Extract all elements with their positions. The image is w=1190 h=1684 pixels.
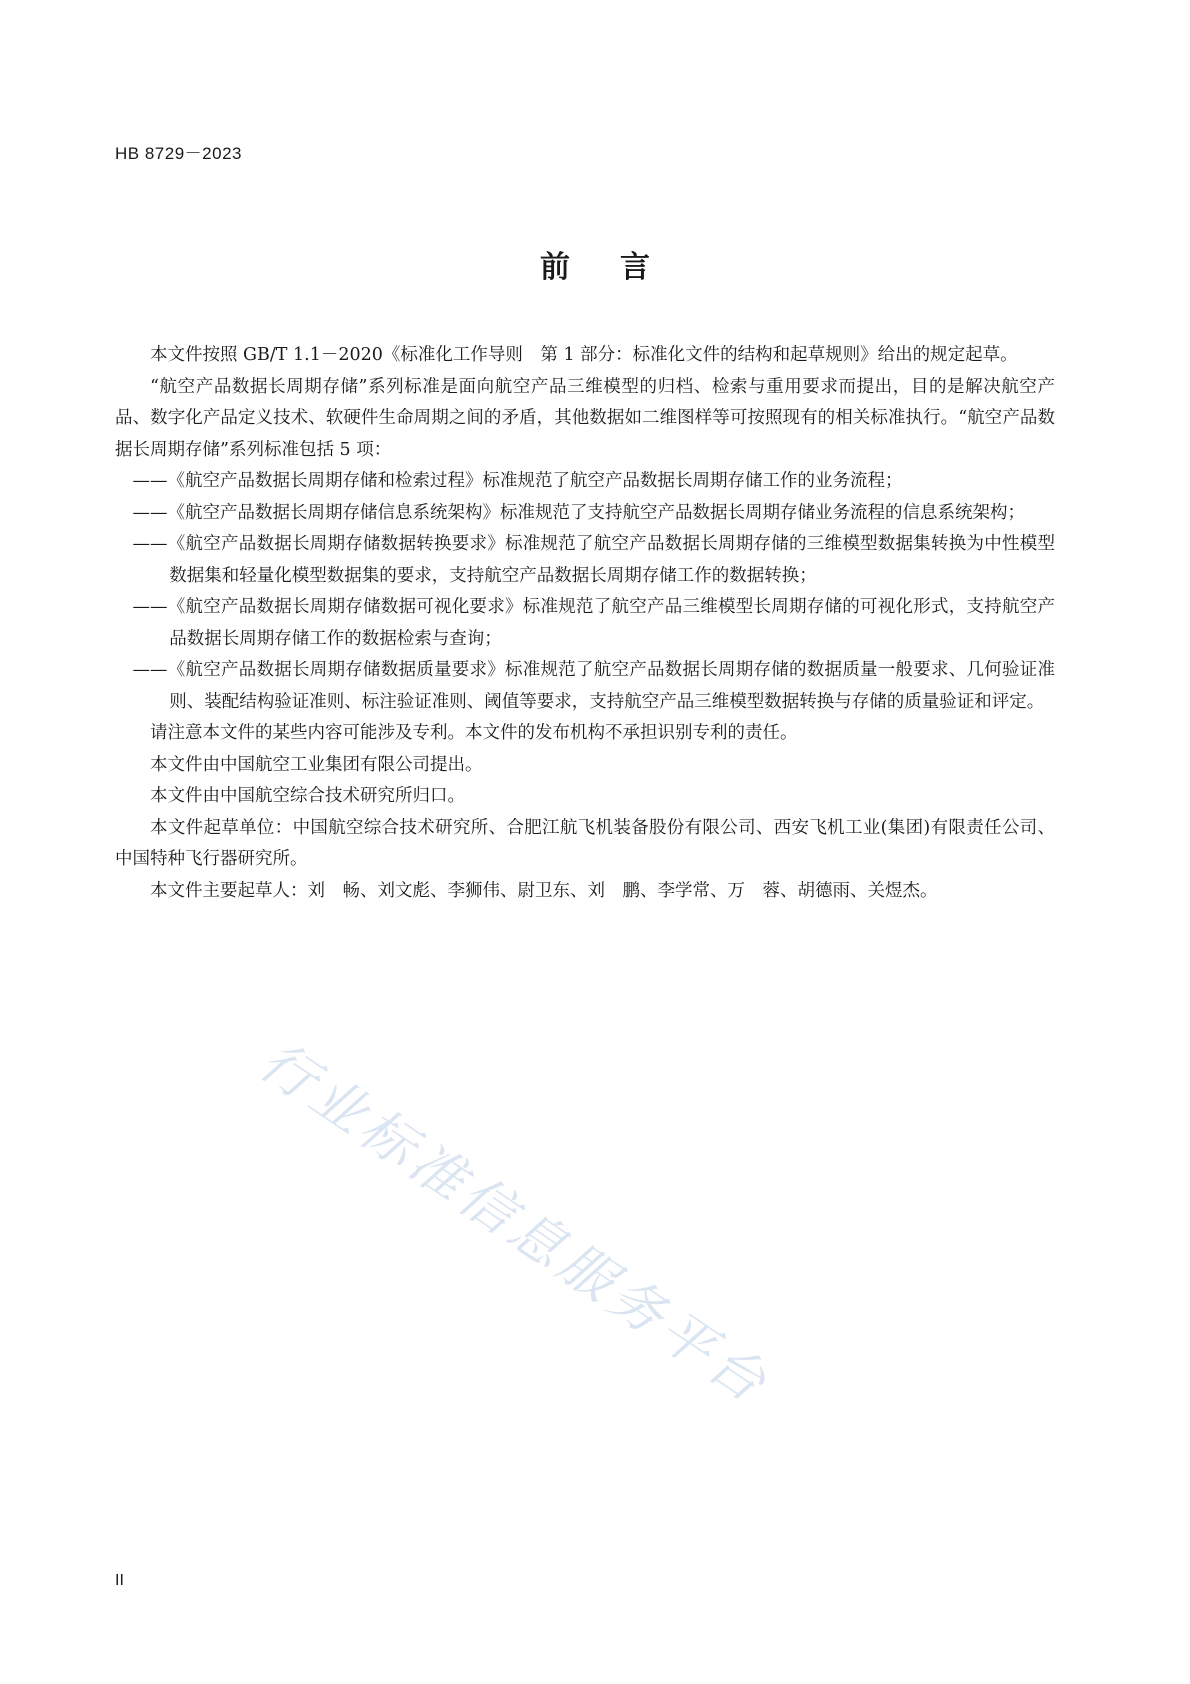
- watermark: 行业标准信息服务平台: [248, 1029, 782, 1417]
- list-item: ——《航空产品数据长周期存储数据转换要求》标准规范了航空产品数据长周期存储的三维模型数据集转换为中性模型数据集和轻量化模型数据集的要求，支持航空产品数据长周期存储工作的数据转换；: [132, 534, 1055, 586]
- paragraph-proposer: 本文件由中国航空工业集团有限公司提出。: [150, 754, 483, 775]
- page-number: II: [115, 1572, 124, 1589]
- paragraph-custodian: 本文件由中国航空综合技术研究所归口。: [150, 786, 465, 806]
- foreword-body: [115, 340, 1055, 907]
- list-item: ——《航空产品数据长周期存储信息系统架构》标准规范了支持航空产品数据长周期存储业务流程的信息系统架构；: [132, 502, 1025, 523]
- paragraph-drafting-rules: 本文件按照 GB/T 1.1－2020《标准化工作导则 第 1 部分：标准化文件的结构和起草规则》给出的规定起草。: [150, 345, 1018, 365]
- document-code: HB 8729－2023: [115, 144, 242, 163]
- list-item: ——《航空产品数据长周期存储和检索过程》标准规范了航空产品数据长周期存储工作的业务流程；: [132, 471, 903, 491]
- list-item: ——《航空产品数据长周期存储数据质量要求》标准规范了航空产品数据长周期存储的数据质量一般要求、几何验证准则、装配结构验证准则、标注验证准则、阈值等要求，支持航空产品三维模型数据转换与存储的质量验证和评定。: [132, 660, 1055, 712]
- paragraph-drafters: 本文件主要起草人：刘 畅、刘文彪、李狮伟、尉卫东、刘 鹏、李学常、万 蓉、胡德雨、关煜杰。: [150, 880, 938, 901]
- paragraph-patent-notice: 请注意本文件的某些内容可能涉及专利。本文件的发布机构不承担识别专利的责任。: [150, 723, 798, 743]
- list-item: ——《航空产品数据长周期存储数据可视化要求》标准规范了航空产品三维模型长周期存储的可视化形式，支持航空产品数据长周期存储工作的数据检索与查询；: [132, 597, 1055, 649]
- page-title: 前言: [540, 250, 700, 285]
- paragraph-drafting-units: 本文件起草单位：中国航空综合技术研究所、合肥江航飞机装备股份有限公司、西安飞机工业(集团)有限责任公司、中国特种飞行器研究所。: [115, 817, 1055, 869]
- paragraph-series-intro: “航空产品数据长周期存储”系列标准是面向航空产品三维模型的归档、检索与重用要求而提出，目的是解决航空产品、数字化产品定义技术、软硬件生命周期之间的矛盾，其他数据如二维图样等可按照现有的相关标准执行。“航空产品数据长周期存储”系列标准包括 5 项：: [115, 376, 1055, 460]
